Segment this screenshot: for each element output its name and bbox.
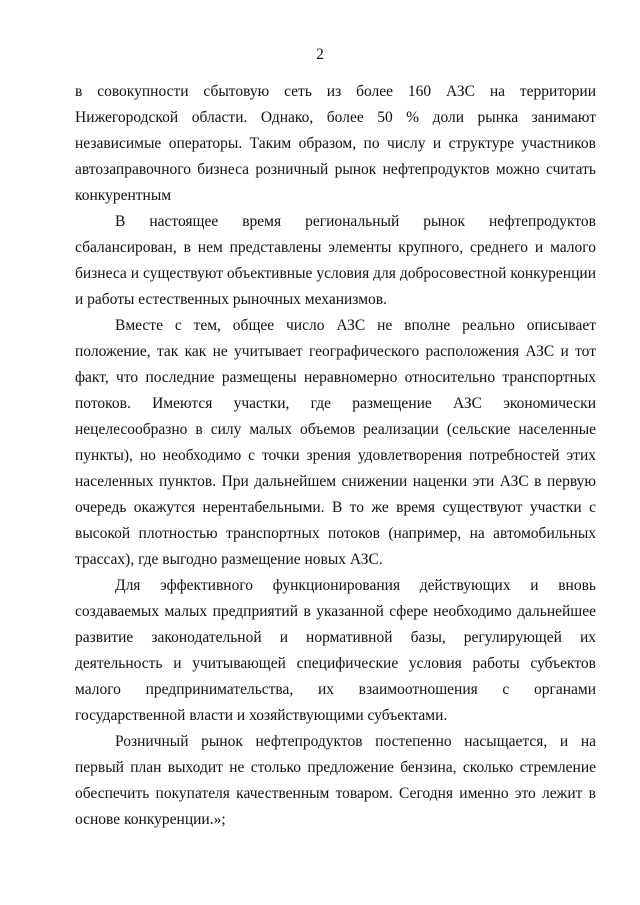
paragraph-market-balance: В настоящее время региональный рынок нефтепродуктов сбалансирован, в нем представлены элементы крупного, среднего и малого бизнеса и существуют объективные условия для добросовестной конкуренции и работы естественных рыночных механизмов. [75,213,596,308]
body-text [75,79,596,833]
paragraph-retail-market: Розничный рынок нефтепродуктов постепенно насыщается, и на первый план выходит не столько предложение бензина, сколько стремление обеспечить покупателя качественным товаром. Сегодня именно это лежит в основе конкуренции.»; [75,733,596,828]
paragraph-station-distribution: Вместе с тем, общее число АЗС не вполне реально описывает положение, так как не учитывает географического расположения АЗС и тот факт, что последние размещены неравномерно относительно транспортных потоков. Имеются участки, где размещение АЗС экономически нецелесообразно в силу малых объемов реализации (сельские населенные пункты), но необходимо с точки зрения удовлетворения потребностей этих населенных пунктов. При дальнейшем снижении наценки эти АЗС в первую очередь окажутся нерентабельными. В то же время существуют участки с высокой плотностью транспортных потоков (например, на автомобильных трассах), где выгодно размещение новых АЗС. [75,317,596,568]
paragraph-small-business: Для эффективного функционирования действующих и вновь создаваемых малых предприятий в указанной сфере необходимо дальнейшее развитие законодательной и нормативной базы, регулирующей их деятельность и учитывающей специфические условия работы субъектов малого предпринимательства, их взаимоотношения с органами государственной власти и хозяйствующими субъектами. [75,577,596,724]
page-number: 2 [316,46,324,63]
paragraph-continuation: в совокупности сбытовую сеть из более 160 АЗС на территории Нижегородской области. Однако, более 50 % доли рынка занимают независимые операторы. Таким образом, по числу и структуре участников автозаправочного бизнеса розничный рынок нефтепродуктов можно считать конкурентным [75,83,596,204]
